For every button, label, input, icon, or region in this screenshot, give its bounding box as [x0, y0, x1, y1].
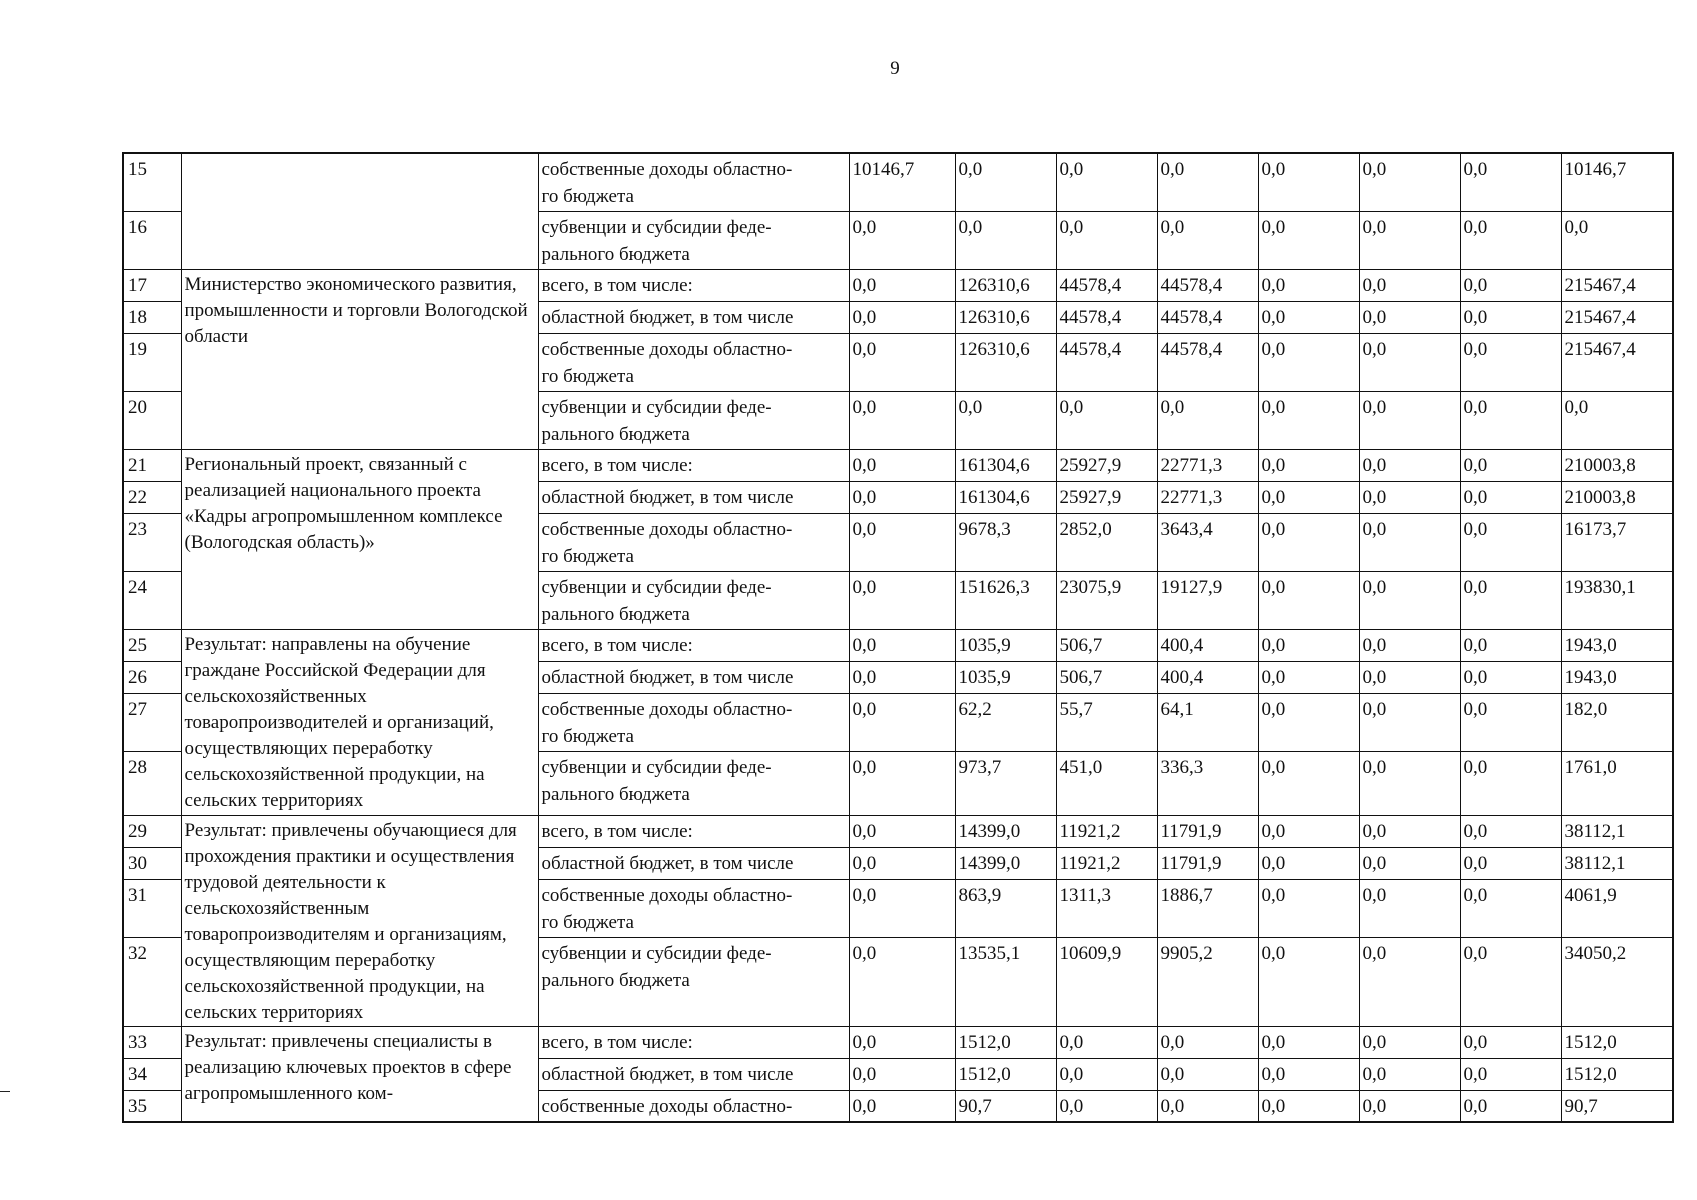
value-cell: 38112,1: [1561, 847, 1673, 879]
value-cell: 0,0: [1359, 571, 1460, 629]
funding-source-cell: собственные доходы областно- го бюджета: [538, 333, 849, 391]
value-cell: 0,0: [1056, 1026, 1157, 1058]
value-cell: 11791,9: [1157, 815, 1258, 847]
value-cell: 0,0: [1258, 751, 1359, 815]
value-cell: 0,0: [1460, 629, 1561, 661]
value-cell: 400,4: [1157, 661, 1258, 693]
value-cell: 215467,4: [1561, 333, 1673, 391]
value-cell: 0,0: [1056, 1090, 1157, 1122]
value-cell: 1886,7: [1157, 879, 1258, 937]
value-cell: 0,0: [1359, 693, 1460, 751]
value-cell: 25927,9: [1056, 481, 1157, 513]
value-cell: 0,0: [1460, 333, 1561, 391]
value-cell: 44578,4: [1157, 301, 1258, 333]
value-cell: 161304,6: [955, 481, 1056, 513]
value-cell: 0,0: [849, 301, 955, 333]
value-cell: 0,0: [1157, 1026, 1258, 1058]
value-cell: 506,7: [1056, 629, 1157, 661]
value-cell: 44578,4: [1056, 269, 1157, 301]
value-cell: 10146,7: [1561, 153, 1673, 211]
value-cell: 0,0: [955, 391, 1056, 449]
value-cell: 0,0: [1258, 269, 1359, 301]
value-cell: 0,0: [1359, 391, 1460, 449]
value-cell: 0,0: [1258, 301, 1359, 333]
row-number: 28: [123, 751, 181, 815]
value-cell: 0,0: [1359, 629, 1460, 661]
value-cell: 14399,0: [955, 815, 1056, 847]
value-cell: 0,0: [1359, 301, 1460, 333]
value-cell: 210003,8: [1561, 449, 1673, 481]
margin-mark: [0, 1091, 10, 1092]
value-cell: 0,0: [1460, 269, 1561, 301]
value-cell: 0,0: [849, 661, 955, 693]
value-cell: 1943,0: [1561, 661, 1673, 693]
funding-source-cell: областной бюджет, в том числе: [538, 481, 849, 513]
value-cell: 0,0: [1258, 815, 1359, 847]
value-cell: 0,0: [1258, 449, 1359, 481]
value-cell: 90,7: [955, 1090, 1056, 1122]
value-cell: 2852,0: [1056, 513, 1157, 571]
row-number: 25: [123, 629, 181, 661]
value-cell: 11921,2: [1056, 847, 1157, 879]
value-cell: 0,0: [955, 211, 1056, 269]
value-cell: 0,0: [1359, 879, 1460, 937]
value-cell: 151626,3: [955, 571, 1056, 629]
value-cell: 0,0: [849, 481, 955, 513]
value-cell: 0,0: [1258, 879, 1359, 937]
value-cell: 210003,8: [1561, 481, 1673, 513]
row-number: 20: [123, 391, 181, 449]
value-cell: 0,0: [1258, 1058, 1359, 1090]
responsible-executor-cell: [181, 153, 538, 269]
value-cell: 0,0: [1258, 153, 1359, 211]
value-cell: 0,0: [849, 629, 955, 661]
table-row: [123, 153, 1673, 211]
value-cell: 9678,3: [955, 513, 1056, 571]
value-cell: 0,0: [1359, 937, 1460, 1026]
funding-source-cell: собственные доходы областно- го бюджета: [538, 513, 849, 571]
row-number: 23: [123, 513, 181, 571]
value-cell: 0,0: [849, 751, 955, 815]
table-row: [123, 269, 1673, 301]
value-cell: 0,0: [849, 879, 955, 937]
table-row: [123, 449, 1673, 481]
value-cell: 0,0: [1258, 211, 1359, 269]
value-cell: 0,0: [1359, 481, 1460, 513]
value-cell: 0,0: [1561, 211, 1673, 269]
value-cell: 0,0: [1258, 481, 1359, 513]
value-cell: 14399,0: [955, 847, 1056, 879]
value-cell: 22771,3: [1157, 481, 1258, 513]
value-cell: 0,0: [1460, 153, 1561, 211]
row-number: 34: [123, 1058, 181, 1090]
value-cell: 0,0: [1359, 661, 1460, 693]
value-cell: 0,0: [1460, 391, 1561, 449]
funding-source-cell: областной бюджет, в том числе: [538, 847, 849, 879]
value-cell: 336,3: [1157, 751, 1258, 815]
responsible-executor-cell: Региональный проект, связанный с реализацией национального проекта «Кадры агропромышленном комплексе (Вологодская область)»: [181, 449, 538, 629]
row-number: 29: [123, 815, 181, 847]
value-cell: 1311,3: [1056, 879, 1157, 937]
value-cell: 1512,0: [1561, 1058, 1673, 1090]
value-cell: 3643,4: [1157, 513, 1258, 571]
value-cell: 0,0: [1258, 1090, 1359, 1122]
funding-source-cell: собственные доходы областно- го бюджета: [538, 693, 849, 751]
value-cell: 0,0: [1460, 847, 1561, 879]
row-number: 19: [123, 333, 181, 391]
value-cell: 10146,7: [849, 153, 955, 211]
value-cell: 0,0: [1056, 211, 1157, 269]
value-cell: 0,0: [849, 391, 955, 449]
row-number: 27: [123, 693, 181, 751]
value-cell: 0,0: [1460, 751, 1561, 815]
row-number: 18: [123, 301, 181, 333]
funding-source-cell: областной бюджет, в том числе: [538, 301, 849, 333]
funding-source-cell: субвенции и субсидии феде- рального бюджета: [538, 211, 849, 269]
value-cell: 0,0: [1460, 1090, 1561, 1122]
value-cell: 0,0: [1460, 879, 1561, 937]
value-cell: 0,0: [1056, 391, 1157, 449]
value-cell: 0,0: [1359, 1090, 1460, 1122]
value-cell: 44578,4: [1056, 333, 1157, 391]
value-cell: 0,0: [1258, 847, 1359, 879]
value-cell: 55,7: [1056, 693, 1157, 751]
value-cell: 0,0: [1359, 815, 1460, 847]
value-cell: 0,0: [849, 1090, 955, 1122]
value-cell: 0,0: [1258, 693, 1359, 751]
value-cell: 11791,9: [1157, 847, 1258, 879]
value-cell: 1512,0: [955, 1026, 1056, 1058]
value-cell: 0,0: [1258, 571, 1359, 629]
value-cell: 1512,0: [1561, 1026, 1673, 1058]
value-cell: 0,0: [1460, 513, 1561, 571]
value-cell: 0,0: [849, 1058, 955, 1090]
row-number: 16: [123, 211, 181, 269]
value-cell: 10609,9: [1056, 937, 1157, 1026]
value-cell: 0,0: [1157, 1090, 1258, 1122]
value-cell: 11921,2: [1056, 815, 1157, 847]
value-cell: 0,0: [1359, 1058, 1460, 1090]
funding-source-cell: субвенции и субсидии феде- рального бюджета: [538, 937, 849, 1026]
row-number: 22: [123, 481, 181, 513]
value-cell: 9905,2: [1157, 937, 1258, 1026]
value-cell: 0,0: [849, 269, 955, 301]
value-cell: 0,0: [1460, 301, 1561, 333]
table-row: [123, 629, 1673, 661]
page-number: 9: [890, 58, 900, 79]
value-cell: 44578,4: [1157, 333, 1258, 391]
value-cell: 0,0: [849, 571, 955, 629]
budget-table: [122, 152, 1674, 1123]
value-cell: 0,0: [849, 847, 955, 879]
value-cell: 506,7: [1056, 661, 1157, 693]
funding-source-cell: областной бюджет, в том числе: [538, 661, 849, 693]
value-cell: 0,0: [1157, 1058, 1258, 1090]
row-number: 15: [123, 153, 181, 211]
funding-source-cell: всего, в том числе:: [538, 629, 849, 661]
value-cell: 0,0: [1460, 815, 1561, 847]
funding-source-cell: всего, в том числе:: [538, 269, 849, 301]
funding-source-cell: субвенции и субсидии феде- рального бюджета: [538, 751, 849, 815]
table-row: [123, 1026, 1673, 1058]
value-cell: 0,0: [955, 153, 1056, 211]
value-cell: 1761,0: [1561, 751, 1673, 815]
value-cell: 1943,0: [1561, 629, 1673, 661]
value-cell: 0,0: [1359, 333, 1460, 391]
value-cell: 0,0: [849, 937, 955, 1026]
value-cell: 0,0: [1460, 1026, 1561, 1058]
value-cell: 13535,1: [955, 937, 1056, 1026]
value-cell: 44578,4: [1056, 301, 1157, 333]
responsible-executor-cell: Результат: привлечены обучающиеся для прохождения практики и осуществления трудовой деятельности к сельскохозяйственным товаропроизводителям и организациям, осуществляющим переработку сельскохозяйственной продукции, на сельских территориях: [181, 815, 538, 1026]
value-cell: 0,0: [849, 1026, 955, 1058]
value-cell: 193830,1: [1561, 571, 1673, 629]
value-cell: 0,0: [1460, 661, 1561, 693]
value-cell: 0,0: [1157, 391, 1258, 449]
funding-source-cell: субвенции и субсидии феде- рального бюджета: [538, 571, 849, 629]
value-cell: 90,7: [1561, 1090, 1673, 1122]
value-cell: 0,0: [1460, 693, 1561, 751]
value-cell: 0,0: [1258, 661, 1359, 693]
value-cell: 0,0: [1359, 153, 1460, 211]
value-cell: 0,0: [1359, 513, 1460, 571]
value-cell: 34050,2: [1561, 937, 1673, 1026]
value-cell: 1512,0: [955, 1058, 1056, 1090]
row-number: 17: [123, 269, 181, 301]
value-cell: 0,0: [1460, 211, 1561, 269]
value-cell: 0,0: [1056, 153, 1157, 211]
value-cell: 4061,9: [1561, 879, 1673, 937]
value-cell: 451,0: [1056, 751, 1157, 815]
value-cell: 126310,6: [955, 301, 1056, 333]
value-cell: 0,0: [1258, 937, 1359, 1026]
row-number: 32: [123, 937, 181, 1026]
value-cell: 126310,6: [955, 269, 1056, 301]
responsible-executor-cell: Результат: привлечены специалисты в реализацию ключевых проектов в сфере агропромышленного ком-: [181, 1026, 538, 1122]
value-cell: 0,0: [1460, 937, 1561, 1026]
value-cell: 0,0: [1561, 391, 1673, 449]
value-cell: 0,0: [1359, 1026, 1460, 1058]
row-number: 30: [123, 847, 181, 879]
value-cell: 215467,4: [1561, 301, 1673, 333]
value-cell: 1035,9: [955, 661, 1056, 693]
responsible-executor-cell: Министерство экономического развития, промышленности и торговли Вологодской области: [181, 269, 538, 449]
row-number: 35: [123, 1090, 181, 1122]
value-cell: 0,0: [1056, 1058, 1157, 1090]
value-cell: 0,0: [1460, 481, 1561, 513]
value-cell: 22771,3: [1157, 449, 1258, 481]
value-cell: 0,0: [1258, 333, 1359, 391]
value-cell: 0,0: [849, 449, 955, 481]
row-number: 21: [123, 449, 181, 481]
table-row: [123, 815, 1673, 847]
value-cell: 64,1: [1157, 693, 1258, 751]
funding-source-cell: собственные доходы областно- го бюджета: [538, 153, 849, 211]
funding-source-cell: собственные доходы областно-: [538, 1090, 849, 1122]
value-cell: 25927,9: [1056, 449, 1157, 481]
value-cell: 161304,6: [955, 449, 1056, 481]
value-cell: 0,0: [1359, 847, 1460, 879]
value-cell: 126310,6: [955, 333, 1056, 391]
funding-source-cell: собственные доходы областно- го бюджета: [538, 879, 849, 937]
value-cell: 0,0: [1359, 211, 1460, 269]
row-number: 26: [123, 661, 181, 693]
value-cell: 0,0: [1359, 449, 1460, 481]
value-cell: 44578,4: [1157, 269, 1258, 301]
value-cell: 0,0: [1258, 1026, 1359, 1058]
value-cell: 0,0: [1258, 391, 1359, 449]
value-cell: 0,0: [849, 815, 955, 847]
value-cell: 0,0: [1258, 629, 1359, 661]
value-cell: 23075,9: [1056, 571, 1157, 629]
value-cell: 0,0: [1460, 449, 1561, 481]
value-cell: 215467,4: [1561, 269, 1673, 301]
value-cell: 19127,9: [1157, 571, 1258, 629]
value-cell: 16173,7: [1561, 513, 1673, 571]
row-number: 33: [123, 1026, 181, 1058]
funding-source-cell: областной бюджет, в том числе: [538, 1058, 849, 1090]
row-number: 24: [123, 571, 181, 629]
value-cell: 0,0: [849, 513, 955, 571]
value-cell: 0,0: [849, 211, 955, 269]
funding-source-cell: всего, в том числе:: [538, 1026, 849, 1058]
value-cell: 0,0: [1157, 211, 1258, 269]
value-cell: 400,4: [1157, 629, 1258, 661]
value-cell: 0,0: [1460, 1058, 1561, 1090]
value-cell: 0,0: [1460, 571, 1561, 629]
value-cell: 182,0: [1561, 693, 1673, 751]
funding-source-cell: субвенции и субсидии феде- рального бюджета: [538, 391, 849, 449]
funding-source-cell: всего, в том числе:: [538, 815, 849, 847]
value-cell: 0,0: [1157, 153, 1258, 211]
value-cell: 1035,9: [955, 629, 1056, 661]
value-cell: 38112,1: [1561, 815, 1673, 847]
value-cell: 0,0: [1258, 513, 1359, 571]
value-cell: 62,2: [955, 693, 1056, 751]
responsible-executor-cell: Результат: направлены на обучение граждане Российской Федерации для сельскохозяйственных товаропроизводителей и организаций, осуществляющих переработку сельскохозяйственной продукции, на сельских территориях: [181, 629, 538, 815]
value-cell: 863,9: [955, 879, 1056, 937]
row-number: 31: [123, 879, 181, 937]
value-cell: 0,0: [1359, 269, 1460, 301]
value-cell: 973,7: [955, 751, 1056, 815]
value-cell: 0,0: [849, 333, 955, 391]
value-cell: 0,0: [849, 693, 955, 751]
funding-source-cell: всего, в том числе:: [538, 449, 849, 481]
value-cell: 0,0: [1359, 751, 1460, 815]
